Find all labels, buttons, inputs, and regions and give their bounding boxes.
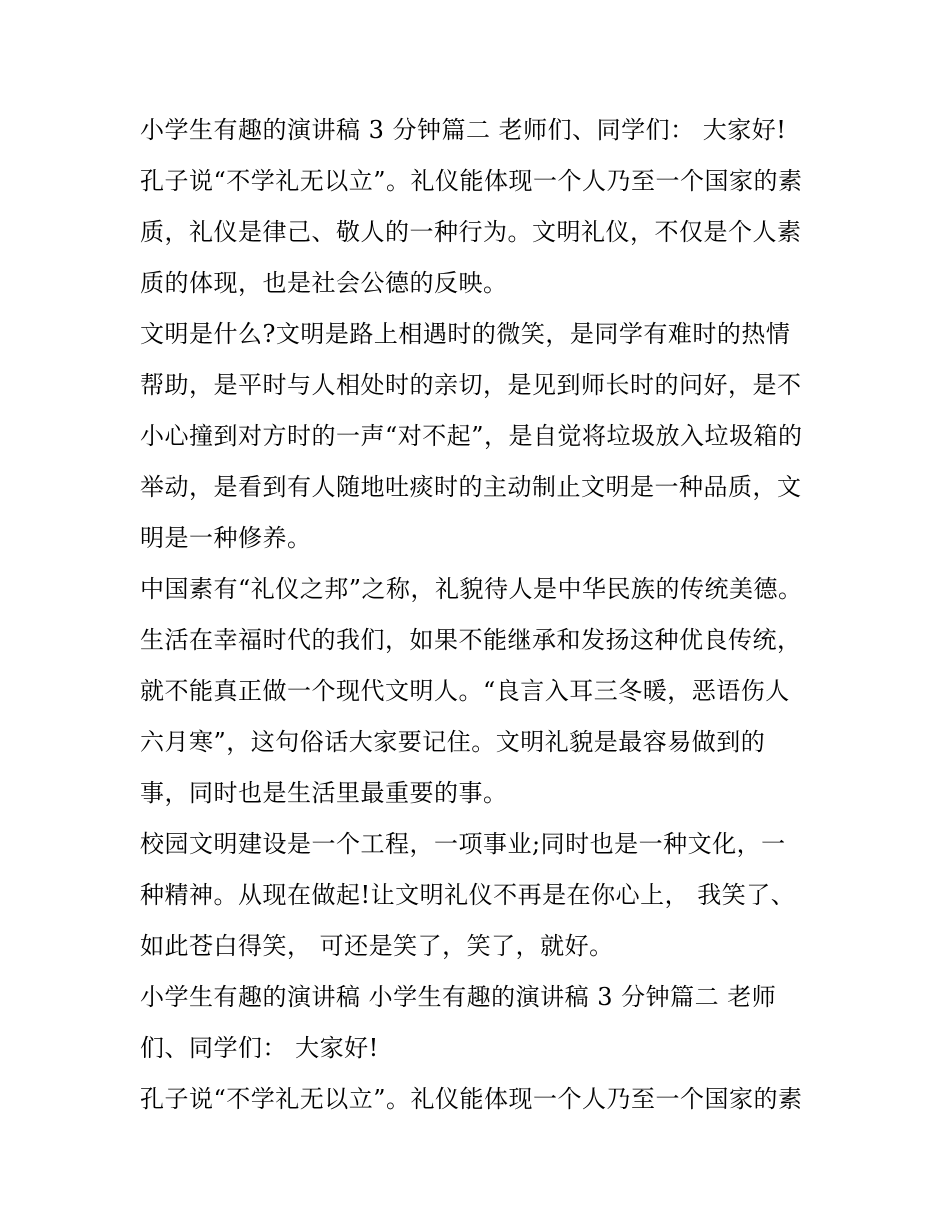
text-line: 帮助，是平时与人相处时的亲切，是见到师长时的问好，是不 [140,371,802,399]
text-line: 明是一种修养。 [140,524,312,552]
text-line: 校园文明建设是一个工程，一项事业;同时也是一种文化，一 [140,830,786,858]
text-line: 小学生有趣的演讲稿 小学生有趣的演讲稿 3 分钟篇二 老师 [140,983,777,1011]
text-line: 中国素有“礼仪之邦”之称，礼貌待人是中华民族的传统美德。 [140,575,803,603]
text-line: 孔子说“不学礼无以立”。礼仪能体现一个人乃至一个国家的素 [140,167,803,195]
text-line: 们、同学们： 大家好! [140,1034,379,1062]
text-line: 事，同时也是生活里最重要的事。 [140,779,508,807]
text-line: 质的体现，也是社会公德的反映。 [140,269,508,297]
text-line: 如此苍白得笑， 可还是笑了，笑了，就好。 [140,932,614,960]
text-line: 生活在幸福时代的我们，如果不能继承和发扬这种优良传统， [140,626,802,654]
text-line: 小心撞到对方时的一声“对不起”，是自觉将垃圾放入垃圾箱的 [140,422,803,450]
text-line: 质，礼仪是律己、敬人的一种行为。文明礼仪，不仅是个人素 [140,218,802,246]
text-line: 六月寒”，这句俗话大家要记住。文明礼貌是最容易做到的 [140,728,766,756]
text-line: 种精神。从现在做起!让文明礼仪不再是在你心上， 我笑了、 [140,881,796,909]
text-line: 就不能真正做一个现代文明人。“良言入耳三冬暖，恶语伤人 [140,677,790,705]
text-line: 小学生有趣的演讲稿 3 分钟篇二 老师们、同学们： 大家好! [140,116,787,144]
text-line: 举动，是看到有人随地吐痰时的主动制止文明是一种品质，文 [140,473,802,501]
text-line: 文明是什么?文明是路上相遇时的微笑，是同学有难时的热情 [140,320,791,348]
text-body [140,110,820,1130]
text-line: 孔子说“不学礼无以立”。礼仪能体现一个人乃至一个国家的素 [140,1085,803,1113]
